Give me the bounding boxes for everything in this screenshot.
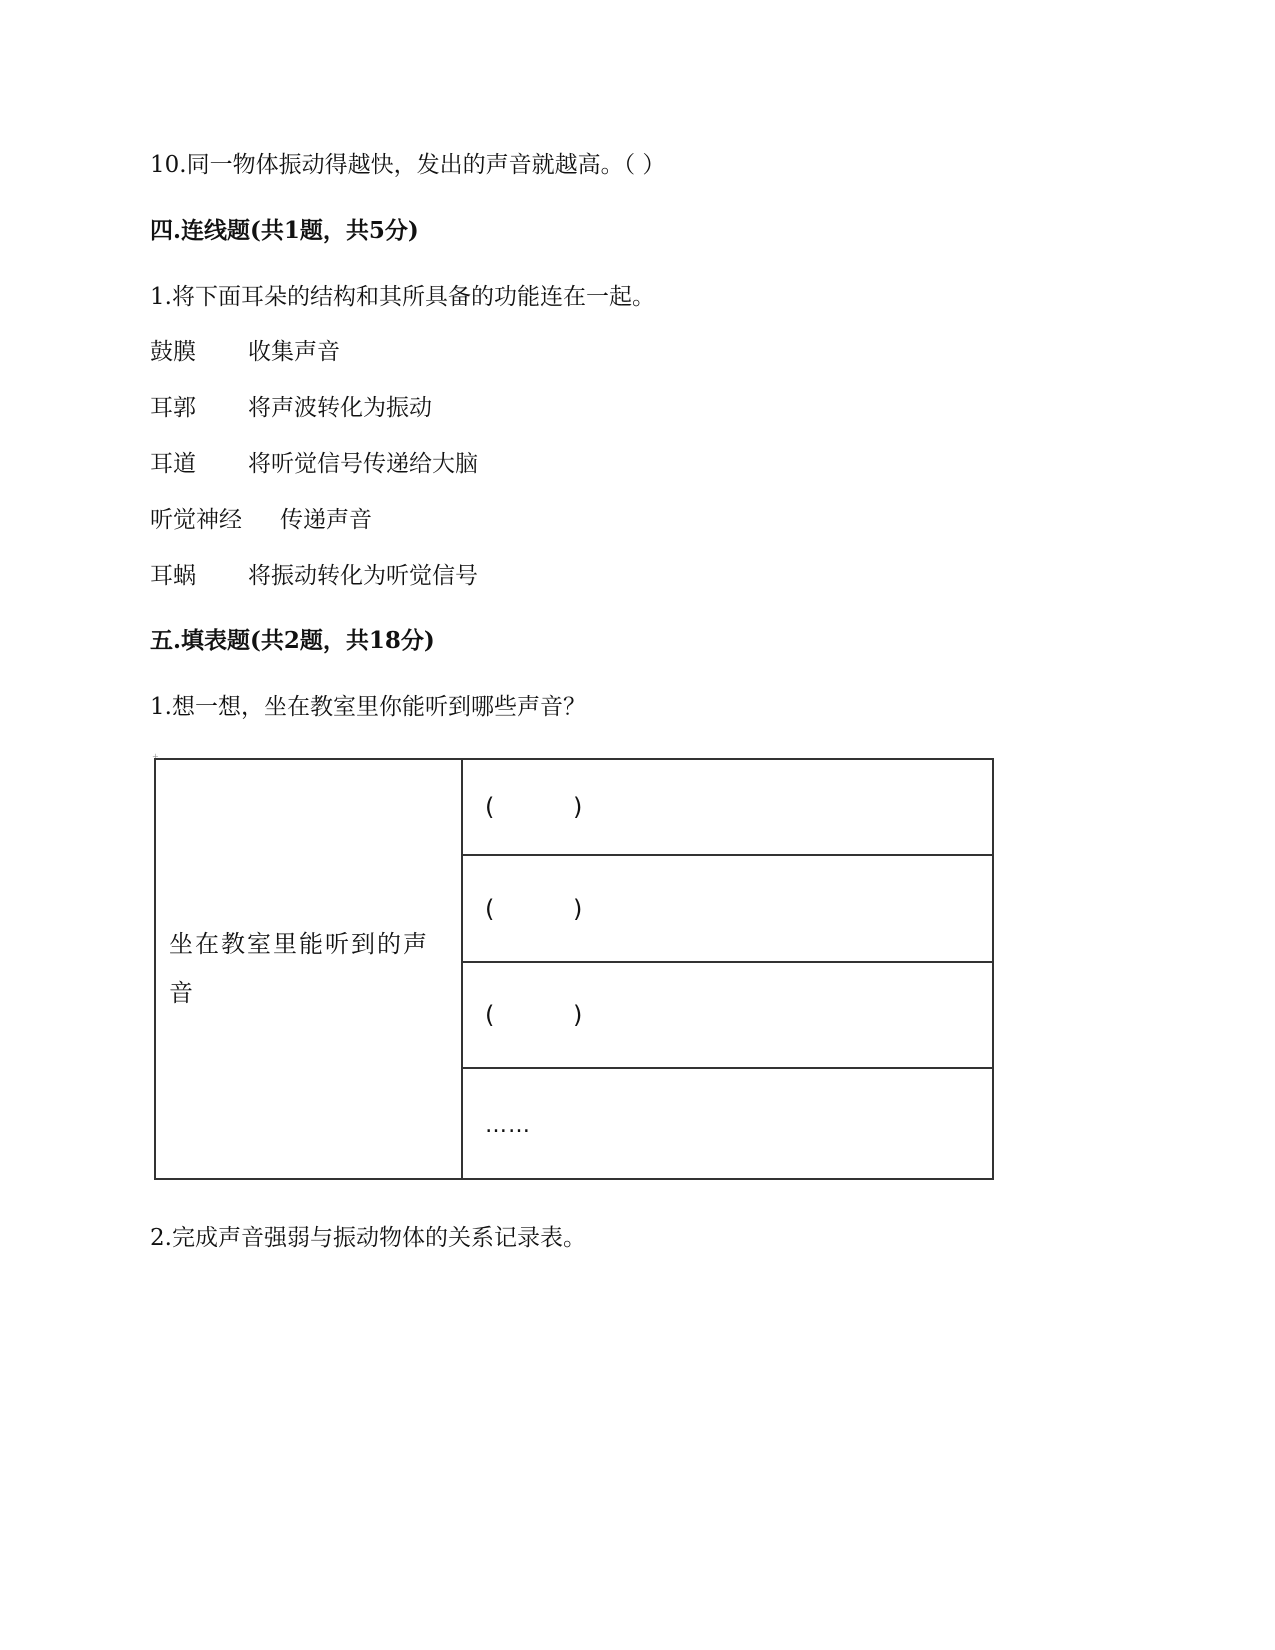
answer-blank-3[interactable]: ( ) [462, 962, 993, 1069]
match-row-4 [150, 505, 372, 535]
ellipsis-text: …… [485, 1112, 531, 1138]
table-anchor-mark: + [152, 752, 159, 761]
match-right-item: 将声波转化为振动 [248, 395, 432, 421]
match-left-item: 耳郭 [150, 395, 196, 421]
match-row-5 [150, 561, 478, 591]
sounds-table [154, 758, 994, 1180]
question-10: 10.同一物体振动得越快，发出的声音就越高。（ ） [150, 152, 666, 178]
match-row-3 [150, 449, 478, 479]
section-5-heading: 五.填表题(共2题，共18分) [150, 627, 435, 654]
section-4-question-1: 1.将下面耳朵的结构和其所具备的功能连在一起。 [150, 284, 655, 310]
answer-blank-1[interactable]: ( ) [462, 759, 993, 855]
match-left-item: 听觉神经 [150, 507, 242, 533]
sounds-table-label: 坐在教室里能听到的声音 [155, 759, 462, 1179]
match-right-item: 收集声音 [248, 339, 340, 365]
section-5-question-1: 1.想一想，坐在教室里你能听到哪些声音？ [150, 694, 586, 720]
match-row-2 [150, 393, 432, 423]
match-row-1 [150, 337, 340, 367]
match-left-item: 鼓膜 [150, 339, 196, 365]
match-left-item: 耳蜗 [150, 563, 196, 589]
match-left-item: 耳道 [150, 451, 196, 477]
match-right-item: 将听觉信号传递给大脑 [248, 451, 478, 477]
section-5-question-2: 2.完成声音强弱与振动物体的关系记录表。 [150, 1225, 586, 1251]
match-right-item: 将振动转化为听觉信号 [248, 563, 478, 589]
answer-more-cell[interactable] [462, 1068, 993, 1179]
match-right-item: 传递声音 [280, 507, 372, 533]
answer-blank-2[interactable]: ( ) [462, 855, 993, 962]
section-4-heading: 四.连线题(共1题，共5分) [150, 217, 419, 244]
